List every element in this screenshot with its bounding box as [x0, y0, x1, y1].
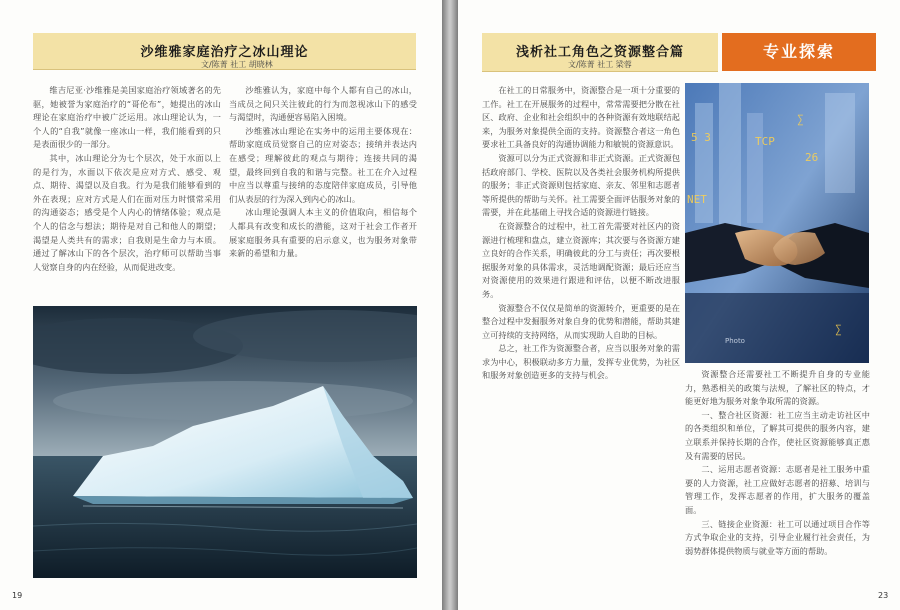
- section-tag: 专业探索: [722, 33, 876, 71]
- paragraph: 总之，社工作为资源整合者，应当以服务对象的需求为中心，积极联动多方力量，发挥专业优势，为社区和服务对象创造更多的支持与机会。: [482, 343, 680, 381]
- paragraph: 一、整合社区资源：社工应当主动走访社区中的各类组织和单位，了解其可提供的服务内容，建立联系并保持长期的合作，使社区资源能够真正惠及有需要的居民。: [685, 409, 870, 461]
- paragraph: 冰山理论强调人本主义的价值取向，相信每个人都具有改变和成长的潜能，这对于社会工作者开展家庭服务具有重要的启示意义，也为服务对象带来新的希望和力量。: [229, 207, 417, 259]
- left-article-title: 沙维雅家庭治疗之冰山理论: [140, 45, 309, 60]
- right-article-title: 浅析社工角色之资源整合篇: [515, 45, 684, 60]
- paragraph: 三、链接企业资源：社工可以通过项目合作等方式争取企业的支持，引导企业履行社会责任，为弱势群体提供物质与就业等方面的帮助。: [685, 518, 870, 556]
- spine-gutter: [442, 0, 458, 610]
- left-article-banner: [33, 33, 416, 70]
- right-column-2: [685, 368, 870, 584]
- svg-text:Photo: Photo: [725, 337, 745, 345]
- paragraph: 资源可以分为正式资源和非正式资源。正式资源包括政府部门、学校、医院以及各类社会服务机构所提供的服务；非正式资源则包括家庭、亲友、邻里和志愿者等所提供的帮助与关怀。社工需要全面评估服务对象的需要，并在此基础上寻找合适的资源进行链接。: [482, 152, 680, 218]
- overlay-text: ∑: [797, 113, 804, 126]
- iceberg-photo: [33, 306, 417, 578]
- overlay-text: NET: [687, 193, 707, 206]
- paragraph: 沙维雅认为，家庭中每个人都有自己的冰山，当成员之间只关注彼此的行为而忽视冰山下的感受与渴望时，沟通便容易陷入困境。: [229, 85, 417, 123]
- right-article-byline: 文/陈菁 社工 梁蓉: [568, 60, 632, 69]
- paragraph: 在资源整合的过程中，社工首先需要对社区内的资源进行梳理和盘点，建立资源库；其次要与各资源方建立良好的合作关系，明确彼此的分工与责任；再次要根据服务对象的具体需求，灵活地调配资源；最后还应当对资源使用的效果进行跟进和评估，以便不断改进服务。: [482, 220, 680, 299]
- paragraph: 沙维雅冰山理论在实务中的运用主要体现在：帮助家庭成员觉察自己的应对姿态；接纳并表达内在感受；理解彼此的观点与期待；连接共同的渴望，最终回到自我的和谐与完整。社工在介入过程中应当以尊重与接纳的态度陪伴家庭成员，引导他们从表层的行为深入到内心的冰山。: [229, 125, 417, 204]
- paragraph: 其中，冰山理论分为七个层次，处于水面以上的是行为，水面以下依次是应对方式、感受、观点、期待、渴望以及自我。行为是我们能够看到的外在表现；应对方式是人们在面对压力时惯常采用的沟通姿态；感受是个人内心的情绪体验；观点是个人的信念与想法；期待是对自己和他人的期望；渴望是人类共有的需求；自我则是生命力与本质。通过了解冰山下的各个层次，治疗师可以帮助当事人觉察自身的内在经验，从而促进改变。: [33, 152, 221, 272]
- right-column-1: [482, 84, 680, 584]
- paragraph: 二、运用志愿者资源：志愿者是社工服务中重要的人力资源，社工应做好志愿者的招募、培训与管理工作，发挥志愿者的作用，扩大服务的覆盖面。: [685, 464, 870, 515]
- left-column-1: [33, 84, 221, 300]
- left-article-byline: 文/陈菁 社工 胡晓林: [201, 60, 273, 69]
- right-page-number: 23: [878, 591, 889, 600]
- left-page: [0, 0, 442, 610]
- left-column-2: [229, 84, 417, 300]
- paragraph: 在社工的日常服务中，资源整合是一项十分重要的工作。社工在开展服务的过程中，常常需要把分散在社区、政府、企业和社会组织中的各种资源有效地联结起来，为服务对象提供全面的支持。资源整合者这一角色要求社工具备良好的沟通协调能力和敏锐的资源意识。: [482, 85, 680, 150]
- paragraph: 资源整合不仅仅是简单的资源转介，更重要的是在整合过程中发掘服务对象自身的优势和潜能，帮助其建立可持续的支持网络，从而实现助人自助的目标。: [482, 302, 680, 340]
- paragraph: 维吉尼亚·沙维雅是美国家庭治疗领域著名的先驱，她被誉为家庭治疗的“哥伦布”，她提出的冰山理论在家庭治疗中被广泛运用。冰山理论认为，一个人的“自我”就像一座冰山一样，我们能看到的只是表面很少的一部分。: [33, 85, 221, 150]
- paragraph: 资源整合还需要社工不断提升自身的专业能力，熟悉相关的政策与法规，了解社区的特点，才能更好地为服务对象争取所需的资源。: [685, 369, 870, 407]
- overlay-text: 5 3: [691, 131, 711, 144]
- left-page-number: 19: [12, 591, 23, 600]
- overlay-text: ∑: [835, 323, 842, 336]
- handshake-photo: [685, 83, 869, 363]
- overlay-text: TCP: [755, 135, 775, 148]
- overlay-text: 26: [805, 151, 819, 164]
- right-article-banner: [482, 33, 718, 72]
